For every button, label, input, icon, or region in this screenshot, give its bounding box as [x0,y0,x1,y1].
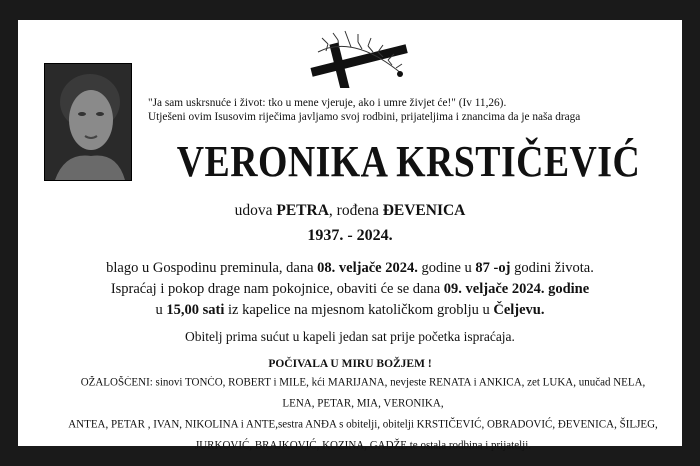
rip-line: POČIVALA U MIRU BOŽJEM ! [268,358,432,370]
cross-icon [304,30,414,88]
quote-line-1: "Ja sam uskrsnuće i život: tko u mene vjeruje, ako i umre živjet će!" (Iv 11,26). [148,97,507,109]
mourners-line-3: JURKOVIĆ, BRAJKOVIĆ, KOZINA, GADŽE te ostala rodbina i prijatelji. [194,439,532,452]
bible-quote [148,96,678,124]
quote-line-2: Utješeni ovim Isusovim riječima javljamo svoj rodbini, prijateljima i znancima da je naša draga [148,111,581,123]
deceased-name: VERONIKA KRSTIČEVIĆ [176,137,641,186]
death-line: blago u Gospodinu preminula, dana 08. veljače 2024. godine u 87 -oj godini života. [106,260,594,276]
mourners-line-1: OŽALOŠĆENI: sinovi TONĆO, ROBERT i MILE, kći MARIJANA, nevjeste RENATA i ANKICA, zet LUKA, unučad NELA, LENA, PETAR, MIA, VERONIKA, [80,376,646,410]
mourners-block [68,372,658,456]
funeral-line-1: Ispraćaj i pokop drage nam pokojnice, obaviti će se dana 09. veljače 2024. godine [110,281,590,297]
obituary-notice [18,20,682,452]
condolence-line: Obitelj prima sućut u kapeli jedan sat prije početka ispraćaja. [185,329,515,344]
mourners-line-2: ANTEA, PETAR , IVAN, NIKOLINA i ANTE,sestra ANĐA s obitelji, obitelji KRSTIČEVIĆ, OBRADOVIĆ, ĐEVENICA, ŠILJEG, [68,418,658,431]
widow-maiden-line: udova PETRA, rođena ĐEVENICA [234,202,466,219]
portrait-photo [44,63,132,181]
life-years: 1937. - 2024. [307,227,393,244]
funeral-line-2: u 15,00 sati iz kapelice na mjesnom katoličkom groblju u Čeljevu. [155,302,545,318]
